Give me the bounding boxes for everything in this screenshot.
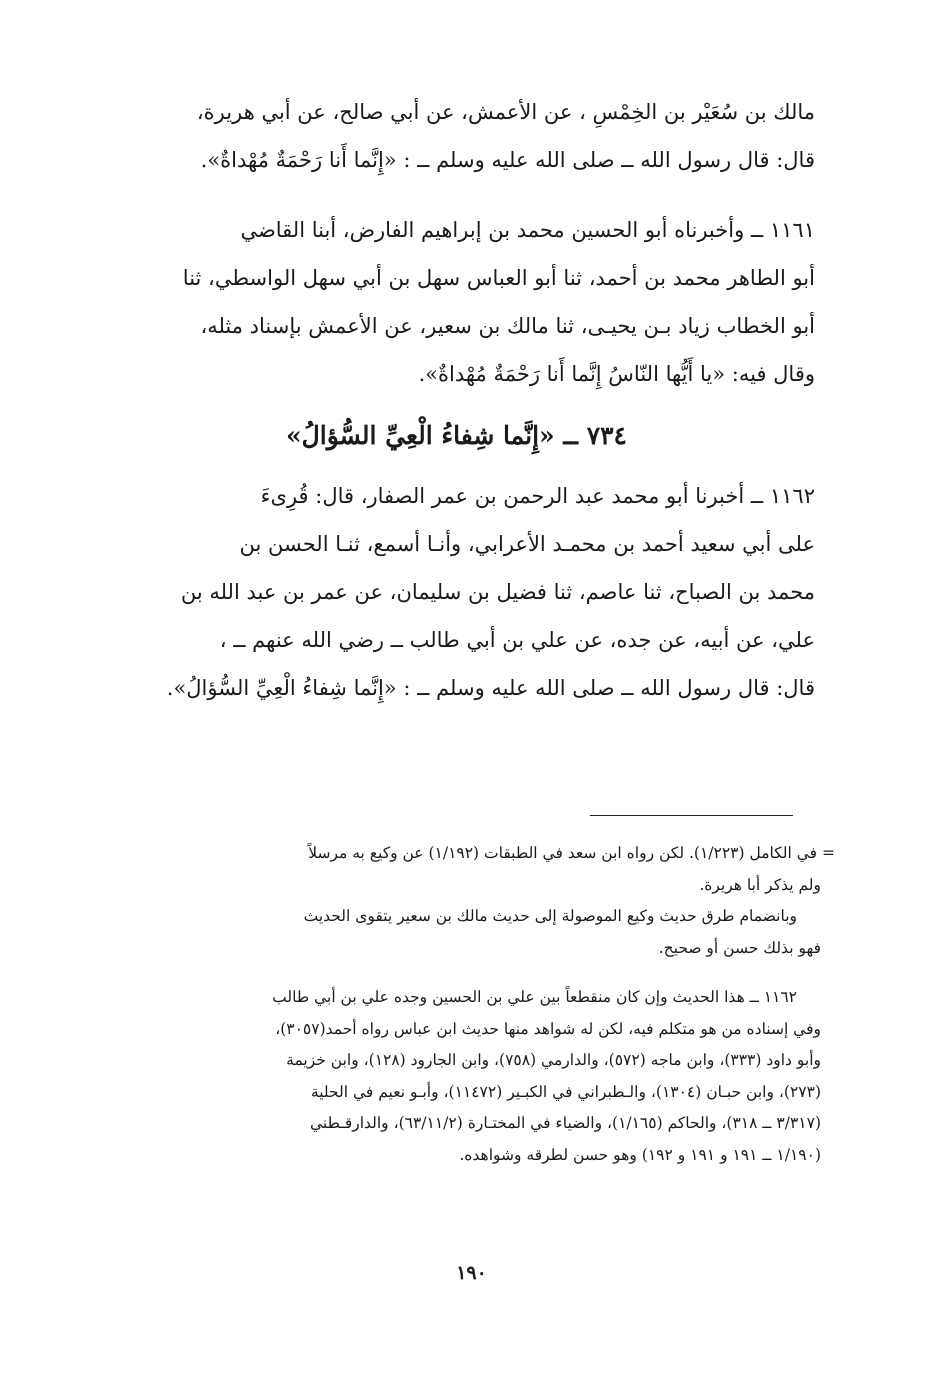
footnote-line: (١/١٩٠ ــ ١٩١ و ١٩١ و ١٩٢) وهو حسن لطرقه وشواهده.	[459, 1145, 821, 1164]
footnote-divider	[590, 815, 793, 816]
main-text	[98, 88, 815, 712]
text-line: علي، عن أبيه، عن جده، عن علي بن أبي طالب ــ رضي الله عنهم ــ ،	[219, 628, 815, 652]
footnote-line: وفي إسناده من هو متكلم فيه، لكن له شواهد منها حديث ابن عباس رواه أحمد(٣٠٥٧)،	[275, 1019, 821, 1038]
footnote-line: ولم يذكر أبا هريرة.	[699, 875, 821, 894]
footnote-line: وبانضمام طرق حديث وكيع الموصولة إلى حديث مالك بن سعير يتقوى الحديث	[303, 907, 797, 925]
footnote-line: (٢٧٣)، وابن حبـان (١٣٠٤)، والـطبراني في الكبـير (١١٤٧٢)، وأبـو نعيم في الحلية	[310, 1082, 821, 1101]
footnote-paragraph	[98, 901, 821, 964]
footnote-line: وأبو داود (٣٣٣)، وابن ماجه (٥٧٢)، والدارمي (٧٥٨)، وابن الجارود (١٢٨)، وابن خزيمة	[286, 1051, 821, 1069]
footnotes	[98, 838, 835, 1171]
footnote-line: فهو بذلك حسن أو صحيح.	[658, 938, 821, 957]
section-heading: ٧٣٤ ــ «إِنَّما شِفاءُ الْعِيِّ السُّؤالُ»	[285, 421, 627, 450]
paragraph-continuation	[98, 88, 815, 184]
text-line: قال: قال رسول الله ــ صلى الله عليه وسلم ــ : «إِنَّما أَنا رَحْمَةٌ مُهْداةٌ».	[200, 148, 815, 172]
footnote-line: (٣/٣١٧ ــ ٣١٨)، والحاكم (١/١٦٥)، والضياء في المختـارة (٦٣/١١/٢)، والدارقـطني	[309, 1114, 821, 1132]
footnote-1162	[98, 982, 821, 1171]
text-line: أبو الخطاب زياد بـن يحيـى، ثنا مالك بن سعير، عن الأعمش بإسناد مثله،	[200, 314, 815, 338]
text-line: ١١٦٢ ــ أخبرنا أبو محمد عبد الرحمن بن عمر الصفار، قال: قُرِىءَ	[260, 484, 815, 508]
text-line: وقال فيه: «يا أَيُّها النّاسُ إِنَّما أَنا رَحْمَةٌ مُهْداةٌ».	[418, 362, 815, 386]
text-line: قال: قال رسول الله ــ صلى الله عليه وسلم ــ : «إِنَّما شِفاءُ الْعِيِّ السُّؤالُ».	[166, 676, 815, 700]
hadith-1162	[98, 472, 815, 712]
text-line: محمد بن الصباح، ثنا عاصم، ثنا فضيل بن سليمان، عن عمر بن عبد الله بن	[180, 580, 815, 604]
text-line: على أبي سعيد أحمد بن محمـد الأعرابي، وأنـا أسمع، ثنـا الحسن بن	[239, 532, 815, 556]
text-line: ١١٦١ ــ وأخبرناه أبو الحسين محمد بن إبراهيم الفارض، أبنا القاضي	[240, 218, 815, 242]
footnote-line: = في الكامل (١/٢٢٣). لكن رواه ابن سعد في الطبقات (١/١٩٢) عن وكيع به مرسلاً	[308, 844, 835, 862]
footnote-line: ١١٦٢ ــ هذا الحديث وإن كان منقطعاً بين علي بن الحسين وجده علي بن أبي طالب	[272, 988, 797, 1006]
footnote-continuation	[98, 838, 835, 901]
page-number: ١٩٠	[456, 1262, 487, 1284]
text-line: أبو الطاهر محمد بن أحمد، ثنا أبو العباس سهل بن أبي سهل الواسطي، ثنا	[182, 266, 815, 290]
text-line: مالك بن سُعَيْر بن الخِمْسِ ، عن الأعمش، عن أبي صالح، عن أبي هريرة،	[196, 100, 815, 124]
hadith-1161	[98, 206, 815, 398]
